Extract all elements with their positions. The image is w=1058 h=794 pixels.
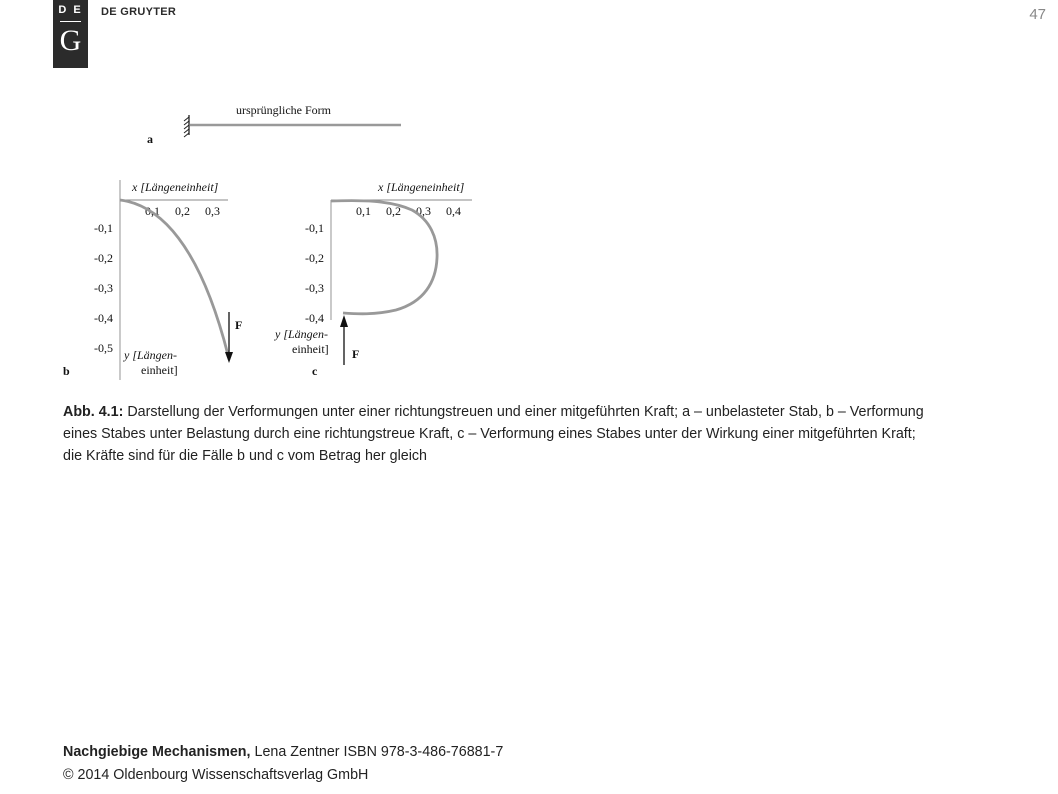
panel-c-force-label: F <box>352 347 360 361</box>
panel-a-label: ursprüngliche Form <box>236 103 331 117</box>
panel-b-force-label: F <box>235 318 243 332</box>
panel-b-force-arrowhead <box>225 352 233 363</box>
caption-text: Darstellung der Verformungen unter einer richtungstreuen und einer mitgeführten Kraft; a – unbelasteter Stab, b – Verformung eines Stabes unter Belastung durch eine richtungstreue Kraft, c – Verformung eines Stabes unter der Wirkung einer mitgeführten Kraft; die Kräfte sind für die Fälle b und c vom Betrag her gleich <box>63 404 924 464</box>
publisher-name: DE GRUYTER <box>101 6 177 18</box>
panel-b-x-tick: 0,1 <box>145 204 160 218</box>
panel-c-y-tick: -0,3 <box>305 281 324 295</box>
panel-b-x-axis-label: x [Längeneinheit] <box>132 180 219 194</box>
panel-c-y-label-line2: einheit] <box>292 342 329 356</box>
panel-b-y-tick: -0,3 <box>94 281 113 295</box>
page-number: 47 <box>1029 6 1046 23</box>
panel-b-x-tick: 0,2 <box>175 204 190 218</box>
panel-c-x-tick: 0,3 <box>416 204 431 218</box>
panel-c <box>274 180 472 378</box>
panel-b-deformed-beam <box>120 200 228 355</box>
logo-bottom-letter: G <box>59 24 82 57</box>
panel-c-x-tick: 0,1 <box>356 204 371 218</box>
footer-citation-line <box>63 741 503 764</box>
panel-b-y-tick: -0,2 <box>94 251 113 265</box>
panel-a <box>147 103 401 146</box>
panel-b <box>63 180 242 380</box>
panel-b-y-label-line1: y [Längen- <box>124 348 177 362</box>
copyright-line: © 2014 Oldenbourg Wissenschaftsverlag GmbH <box>63 767 369 783</box>
wall-hatching <box>184 117 189 137</box>
book-title: Nachgiebige Mechanismen, <box>63 744 251 760</box>
panel-c-force-arrowhead <box>340 315 348 327</box>
panel-b-y-tick: -0,4 <box>94 311 113 325</box>
figure-caption <box>63 401 933 467</box>
panel-b-y-tick: -0,5 <box>94 341 113 355</box>
logo-top-letters: D E <box>58 4 83 16</box>
panel-c-y-tick: -0,4 <box>305 311 324 325</box>
panel-c-letter: c <box>312 364 318 378</box>
panel-c-y-label-line1: y [Längen- <box>275 327 328 341</box>
panel-b-y-tick: -0,1 <box>94 221 113 235</box>
panel-c-x-tick: 0,4 <box>446 204 461 218</box>
panel-c-x-axis-label: x [Längeneinheit] <box>378 180 465 194</box>
panel-a-letter: a <box>147 132 153 146</box>
panel-c-x-tick: 0,2 <box>386 204 401 218</box>
book-footer <box>63 741 503 787</box>
panel-b-letter: b <box>63 364 70 378</box>
panel-b-x-tick: 0,3 <box>205 204 220 218</box>
panel-c-deformed-beam <box>331 201 437 314</box>
panel-c-y-tick: -0,1 <box>305 221 324 235</box>
panel-c-y-tick: -0,2 <box>305 251 324 265</box>
panel-b-y-label-line2: einheit] <box>141 363 178 377</box>
book-authors-isbn: Lena Zentner ISBN 978-3-486-76881-7 <box>254 744 504 760</box>
caption-label: Abb. 4.1: <box>63 404 124 420</box>
